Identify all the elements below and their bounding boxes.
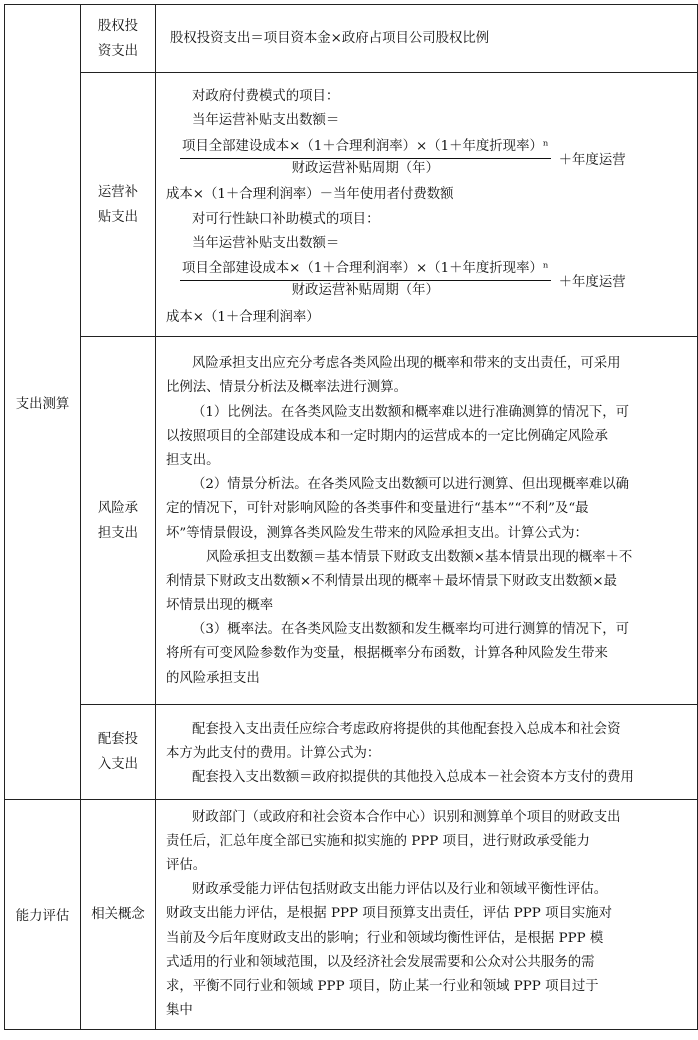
subsidy-a-denominator: 财政运营补贴周期（年） — [291, 160, 439, 176]
supporting-line: 配套投入支出数额＝政府拟提供的其他投入总成本－社会资本方支付的费用 — [192, 770, 634, 786]
subsidy-b-formula — [166, 256, 689, 306]
risk-line: 比例法、情景分析法及概率法进行测算。 — [166, 380, 408, 396]
subsidy-b-fraction — [166, 259, 551, 302]
risk-line: （1）比例法。在各类风险支出数额和概率难以进行准确测算的情况下，可 — [192, 404, 630, 420]
risk-line: 担支出。 — [166, 452, 220, 468]
risk-line: 定的情况下，可针对影响风险的各类事件和变量进行“基本”“不利”及“最 — [166, 501, 589, 517]
subsidy-b-after: ＋年度运营 — [558, 275, 626, 291]
concept-line: 求，平衡不同行业和领域 PPP 项目，防止某一行业和领域 PPP 项目过于 — [166, 978, 599, 994]
subsidy-b-numerator: 项目全部建设成本×（1＋合理利润率）×（1＋年度折现率）ⁿ — [180, 259, 551, 281]
risk-line: （2）情景分析法。在各类风险支出数额可以进行测算、但出现概率难以确 — [192, 477, 630, 493]
risk-row — [5, 337, 698, 705]
subsidy-content-cell — [156, 73, 698, 337]
risk-line: 以按照项目的全部建设成本和一定时期内的运营成本的一定比例确定风险承 — [166, 428, 608, 444]
equity-formula: 股权投资支出＝项目资本金×政府占项目公司股权比例 — [170, 30, 490, 46]
supporting-content-cell — [156, 705, 698, 800]
concept-line: 式适用的行业和领域范围，以及经济社会发展需要和公众对公共服务的需 — [166, 954, 595, 970]
subsidy-row — [5, 73, 698, 337]
risk-line: 的风险承担支出 — [166, 670, 260, 686]
concept-line: 评估。 — [166, 858, 207, 874]
concept-label-cell — [81, 800, 156, 1030]
capacity-row — [5, 800, 698, 1030]
subsidy-b-tail: 成本×（1＋合理利润率） — [166, 309, 320, 325]
subsidy-a-tail: 成本×（1＋合理利润率）－当年使用者付费数额 — [166, 187, 454, 203]
concept-content-cell — [156, 800, 698, 1030]
subsidy-a-after: ＋年度运营 — [558, 152, 626, 168]
risk-label-cell — [81, 337, 156, 705]
subsidy-a-intro: 对政府付费模式的项目： — [192, 88, 340, 104]
subsidy-a-formula — [166, 133, 689, 183]
concept-label: 相关概念 — [91, 907, 145, 922]
subsidy-label-cell — [81, 73, 156, 337]
supporting-label-cell — [81, 705, 156, 800]
risk-content-cell — [156, 337, 698, 705]
ppp-fiscal-table — [4, 4, 698, 1030]
subsidy-a-numerator: 项目全部建设成本×（1＋合理利润率）×（1＋年度折现率）ⁿ — [180, 137, 551, 159]
supporting-line: 配套投入支出责任应综合考虑政府将提供的其他配套投入总成本和社会资 — [192, 721, 621, 737]
risk-line: 坏情景出现的概率 — [166, 598, 274, 614]
risk-line: （3）概率法。在各类风险支出数额和发生概率均可进行测算的情况下，可 — [192, 622, 630, 638]
section-capacity-label: 能力评估 — [15, 909, 70, 924]
concept-line: 财政支出能力评估，是根据 PPP 项目预算支出责任，评估 PPP 项目实施对 — [166, 906, 613, 922]
equity-label: 股权投资支出 — [97, 18, 139, 59]
supporting-row — [5, 705, 698, 800]
subsidy-b-intro: 对可行性缺口补助模式的项目： — [192, 211, 380, 227]
subsidy-a-title: 当年运营补贴支出数额＝ — [192, 113, 340, 129]
risk-line: 风险承担支出应充分考虑各类风险出现的概率和带来的支出责任，可采用 — [192, 356, 621, 372]
subsidy-b-title: 当年运营补贴支出数额＝ — [192, 235, 340, 251]
concept-line: 财政部门（或政府和社会资本合作中心）识别和测算单个项目的财政支出 — [192, 809, 621, 825]
risk-line: 坏”等情景假设，测算各类风险发生带来的风险承担支出。计算公式为： — [166, 525, 588, 541]
equity-row — [5, 5, 698, 73]
section-spend-cell — [5, 5, 81, 800]
risk-label: 风险承担支出 — [97, 500, 139, 541]
concept-line: 集中 — [166, 1003, 193, 1019]
subsidy-a-fraction — [166, 137, 551, 180]
risk-line: 风险承担支出数额＝基本情景下财政支出数额×基本情景出现的概率＋不 — [206, 549, 633, 565]
subsidy-label: 运营补贴支出 — [97, 184, 139, 225]
supporting-label: 配套投入支出 — [97, 732, 139, 772]
equity-content-cell — [156, 5, 698, 73]
concept-line: 责任后，汇总年度全部已实施和拟实施的 PPP 项目，进行财政承受能力 — [166, 833, 590, 849]
concept-line: 当前及今后年度财政支出的影响；行业和领域均衡性评估，是根据 PPP 模 — [166, 930, 604, 946]
risk-line: 将所有可变风险参数作为变量，根据概率分布函数，计算各种风险发生带来 — [166, 646, 608, 662]
risk-line: 利情景下财政支出数额×不利情景出现的概率＋最坏情景下财政支出数额×最 — [166, 573, 617, 589]
section-capacity-cell — [5, 800, 81, 1030]
section-spend-label: 支出测算 — [15, 396, 70, 412]
subsidy-b-denominator: 财政运营补贴周期（年） — [291, 283, 439, 299]
supporting-line: 本方为此支付的费用。计算公式为： — [166, 745, 381, 761]
concept-line: 财政承受能力评估包括财政支出能力评估以及行业和领域平衡性评估。 — [192, 882, 608, 898]
equity-label-cell — [81, 5, 156, 73]
